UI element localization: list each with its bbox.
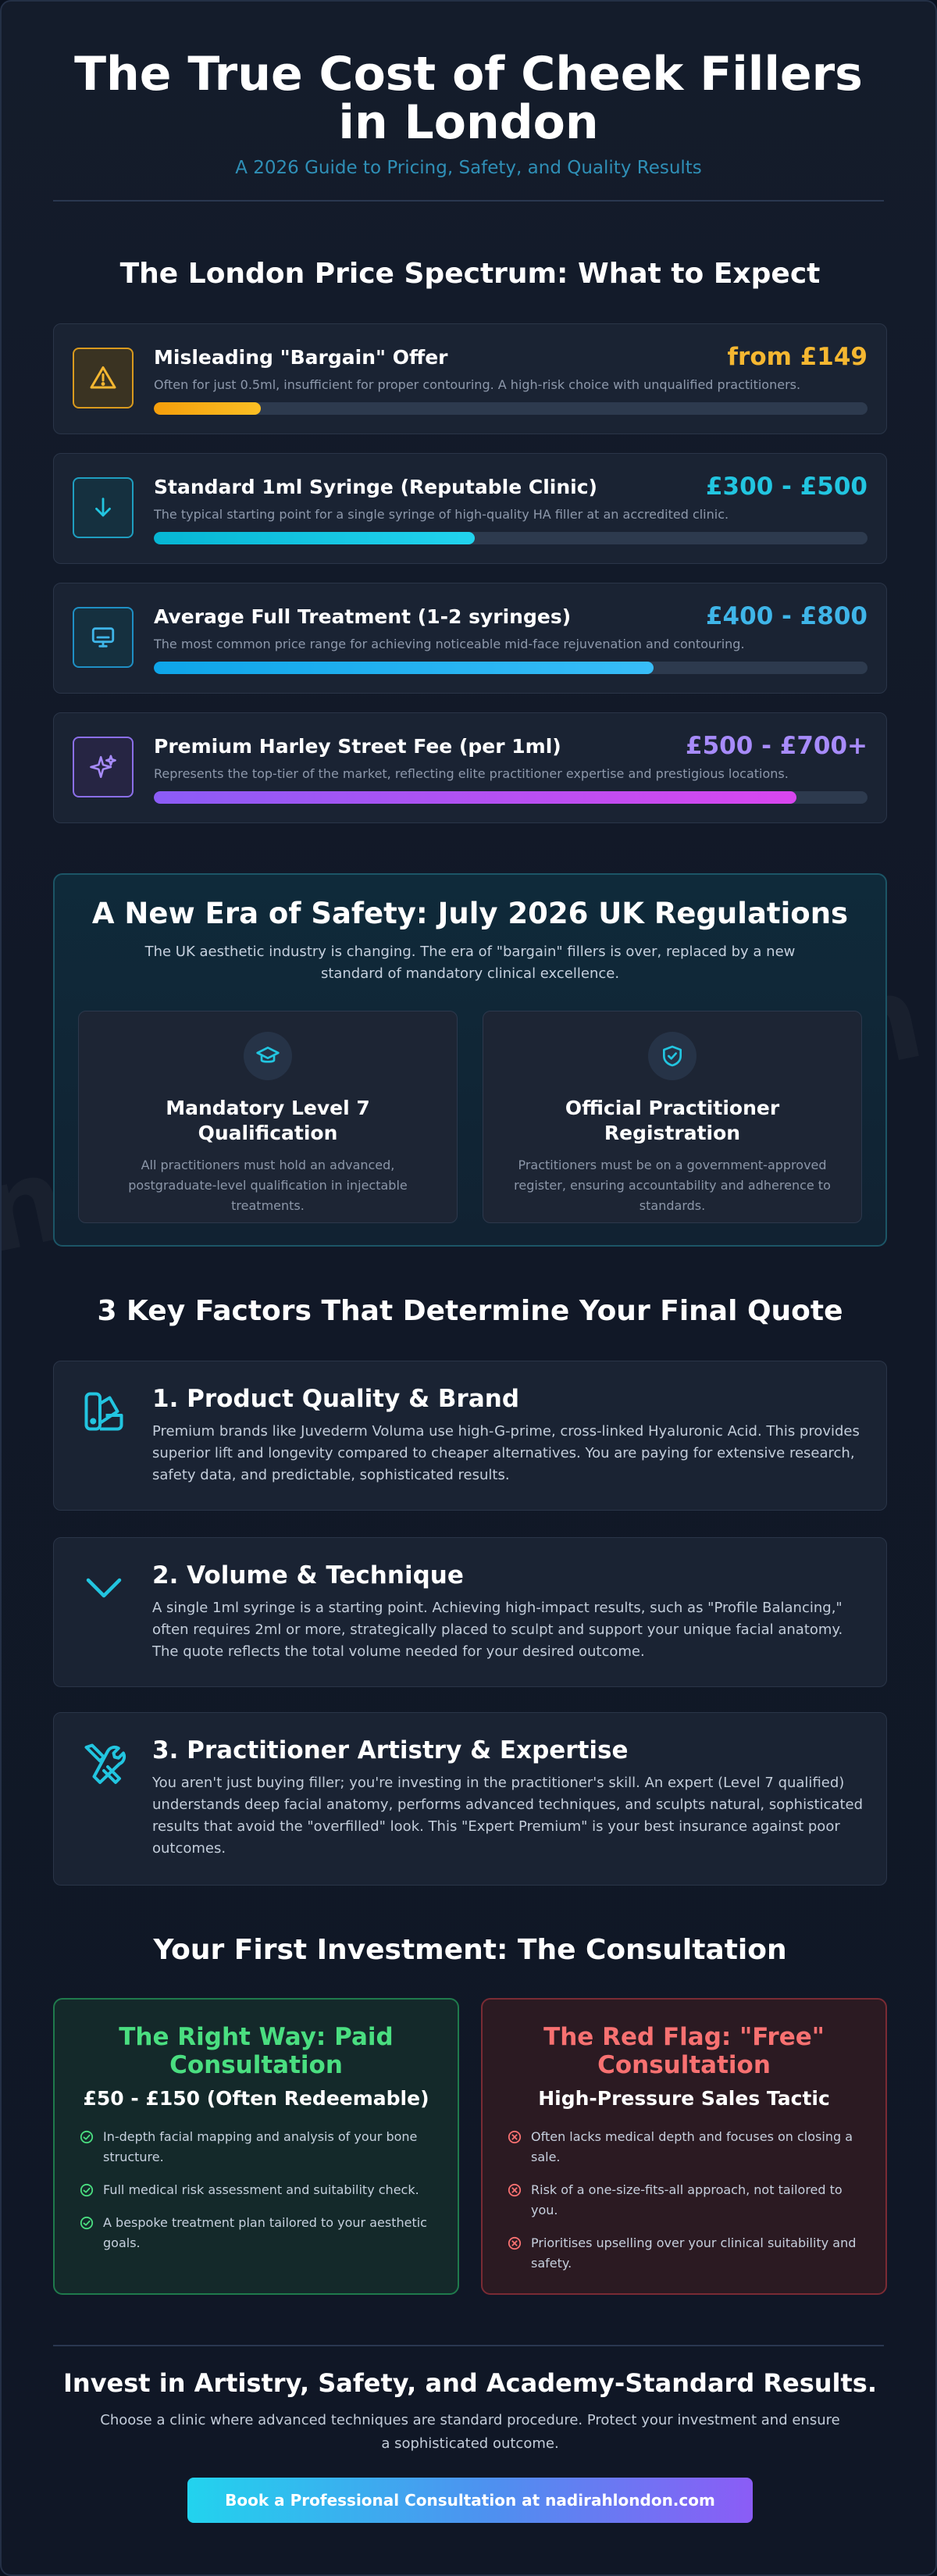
monitor-icon (73, 607, 134, 668)
free-consultation-title: The Red Flag: "Free" Consultation (543, 2023, 825, 2079)
safety-section (53, 873, 887, 1247)
price-level-track (154, 662, 868, 674)
price-card-standard (53, 453, 887, 564)
arrow-down-icon (73, 477, 134, 538)
paid-consultation-card (53, 1998, 459, 2295)
warning-icon (73, 348, 134, 409)
price-list (53, 323, 887, 842)
page-title: The True Cost of Cheek Fillers in London (74, 47, 863, 150)
qualification-title: Mandatory Level 7 Qualification (166, 1097, 370, 1144)
chevron-down-icon (80, 1565, 127, 1611)
factors-heading: 3 Key Factors That Determine Your Final Quote (97, 1295, 843, 1327)
x-circle-icon (508, 2130, 522, 2144)
safety-intro: The UK aesthetic industry is changing. The era of "bargain" fillers is over, replaced by a new standard of mandatory clinical excellence. (144, 944, 796, 982)
factor-title: 3. Practitioner Artistry & Expertise (152, 1736, 629, 1764)
x-circle-icon (508, 2236, 522, 2250)
list-item-text: Full medical risk assessment and suitability check. (103, 2182, 419, 2197)
x-circle-icon (508, 2183, 522, 2197)
cta-section (2, 2368, 937, 2456)
list-item-text: A bespoke treatment plan tailored to your aesthetic goals. (103, 2215, 427, 2250)
divider (53, 2345, 884, 2346)
free-consultation-subtitle: High-Pressure Sales Tactic (538, 2087, 830, 2110)
list-item-text: Risk of a one-size-fits-all approach, not tailored to you. (531, 2182, 843, 2217)
price-card-desc: Often for just 0.5ml, insufficient for proper contouring. A high-risk choice with unqualified practitioners. (154, 377, 801, 392)
price-level-fill (154, 402, 261, 415)
safety-heading: A New Era of Safety: July 2026 UK Regulations (91, 897, 849, 930)
price-card-desc: The typical starting point for a single syringe of high-quality HA filler at an accredited clinic. (154, 507, 729, 522)
factor-card-product (53, 1361, 887, 1511)
shield-check-icon (648, 1032, 697, 1080)
sparkles-icon (73, 737, 134, 797)
price-level-track (154, 791, 868, 804)
registration-desc: Practitioners must be on a government-approved register, ensuring accountability and adherence to standards. (514, 1158, 831, 1213)
factor-card-artistry (53, 1712, 887, 1886)
divider (53, 200, 884, 202)
price-card-desc: Represents the top-tier of the market, reflecting elite practitioner expertise and prestigious locations. (154, 766, 789, 781)
price-card-price: £500 - £700+ (686, 732, 868, 760)
registration-card (483, 1011, 862, 1223)
free-consultation-list (504, 2127, 864, 2274)
price-level-fill (154, 532, 475, 544)
consultation-heading: Your First Investment: The Consultation (153, 1934, 787, 1966)
list-item-text: Prioritises upselling over your clinical suitability and safety. (531, 2235, 857, 2271)
factor-card-volume (53, 1537, 887, 1687)
qualification-card (78, 1011, 458, 1223)
book-consultation-button[interactable]: Book a Professional Consultation at nadirahlondon.com (187, 2478, 753, 2523)
list-item (504, 2233, 864, 2274)
registration-title: Official Practitioner Registration (565, 1097, 780, 1144)
price-card-title: Average Full Treatment (1-2 syringes) (154, 605, 572, 628)
list-item-text: In-depth facial mapping and analysis of your bone structure. (103, 2129, 418, 2164)
list-item (77, 2180, 436, 2200)
price-card-price: £300 - £500 (705, 473, 868, 501)
check-circle-icon (80, 2130, 94, 2144)
qualification-desc: All practitioners must hold an advanced, postgraduate-level qualification in injectable treatments. (128, 1158, 408, 1213)
page-subtitle: A 2026 Guide to Pricing, Safety, and Quality Results (235, 158, 702, 178)
factor-desc: Premium brands like Juvederm Voluma use high-G-prime, cross-linked Hyaluronic Acid. This provides superior lift and longevity compared to cheaper alternatives. You are paying for extensive research, safety data, and predictable, sophisticated results. (152, 1423, 860, 1483)
paid-consultation-price: £50 - £150 (Often Redeemable) (83, 2087, 429, 2110)
price-card-price: £400 - £800 (705, 602, 868, 630)
price-level-fill (154, 662, 654, 674)
paid-consultation-title: The Right Way: Paid Consultation (119, 2023, 394, 2079)
factor-title: 1. Product Quality & Brand (152, 1385, 520, 1413)
factor-title: 2. Volume & Technique (152, 1561, 464, 1589)
price-card-desc: The most common price range for achieving noticeable mid-face rejuvenation and contouring. (154, 637, 745, 651)
price-card-average (53, 583, 887, 694)
price-card-title: Premium Harley Street Fee (per 1ml) (154, 735, 561, 758)
price-card-bargain (53, 323, 887, 434)
list-item (77, 2127, 436, 2167)
price-level-track (154, 532, 868, 544)
price-card-title: Standard 1ml Syringe (Reputable Clinic) (154, 476, 597, 498)
price-card-premium (53, 712, 887, 823)
check-circle-icon (80, 2183, 94, 2197)
price-section-heading: The London Price Spectrum: What to Expect (119, 258, 821, 290)
list-item (504, 2180, 864, 2221)
free-consultation-card (481, 1998, 887, 2295)
paid-consultation-list (77, 2127, 436, 2253)
cta-text: Choose a clinic where advanced techniques are standard procedure. Protect your investment and ensure a sophisticated outcome. (100, 2412, 840, 2452)
list-item (77, 2213, 436, 2253)
price-card-price: from £149 (727, 343, 868, 371)
factor-desc: You aren't just buying filler; you're investing in the practitioner's skill. An expert (Level 7 qualified) understands deep facial anatomy, performs advanced techniques, and sculpts natural, sophisticated results that avoid the "overfilled" look. This "Expert Premium" is your best insurance against poor outcomes. (152, 1775, 864, 1857)
price-level-track (154, 402, 868, 415)
swatch-icon (80, 1388, 127, 1435)
tools-icon (80, 1739, 127, 1786)
cta-heading: Invest in Artistry, Safety, and Academy-Standard Results. (63, 2368, 877, 2398)
factor-desc: A single 1ml syringe is a starting point. Achieving high-impact results, such as "Profile Balancing," often requires 2ml or more, strategically placed to sculpt and support your unique facial anatomy. The quote reflects the total volume needed for your desired outcome. (152, 1600, 843, 1660)
check-circle-icon (80, 2216, 94, 2230)
price-level-fill (154, 791, 796, 804)
list-item (504, 2127, 864, 2167)
list-item-text: Often lacks medical depth and focuses on closing a sale. (531, 2129, 853, 2164)
header (2, 2, 935, 178)
price-card-title: Misleading "Bargain" Offer (154, 346, 448, 369)
graduation-cap-icon (244, 1032, 292, 1080)
